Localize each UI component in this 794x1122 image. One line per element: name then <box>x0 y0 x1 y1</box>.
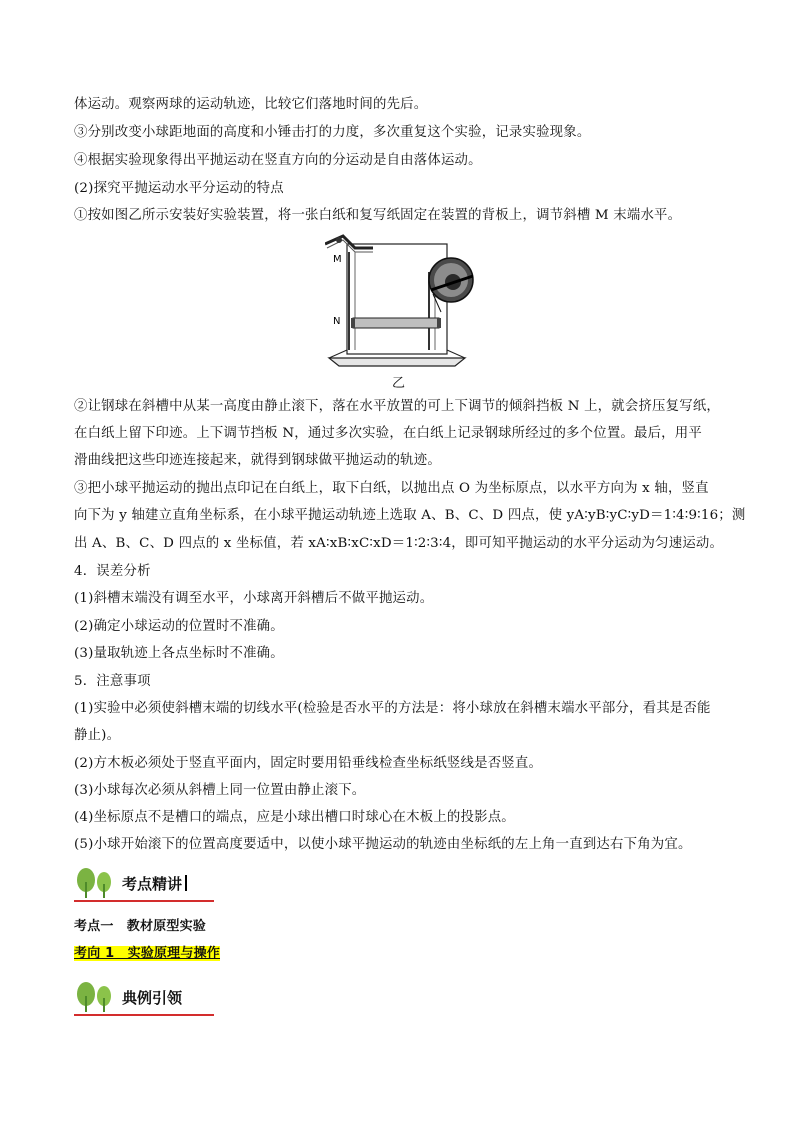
text-line: (1)实验中必须使斜槽末端的切线水平(检验是否水平的方法是：将小球放在斜槽末端水平部分，看其是否能 <box>74 701 711 716</box>
apparatus-diagram <box>325 232 475 372</box>
text-line: (5)小球开始滚下的位置高度要适中，以使小球平抛运动的轨迹由坐标纸的左上角一直到达右下角为宜。 <box>74 837 692 852</box>
section-title: 典例引领 <box>122 988 183 1007</box>
label-n: N <box>333 316 341 327</box>
heading-underline <box>74 900 214 902</box>
text-line: ①按如图乙所示安装好实验装置，将一张白纸和复写纸固定在装置的背板上，调节斜槽 M 末端水平。 <box>74 208 682 223</box>
text-line: (2)方木板必须处于竖直平面内，固定时要用铅垂线检查坐标纸竖线是否竖直。 <box>74 756 543 771</box>
tree-icon <box>74 868 116 898</box>
label-m: M <box>333 254 342 265</box>
text-line: (1)斜槽末端没有调至水平，小球离开斜槽后不做平抛运动。 <box>74 591 434 606</box>
text-line: 滑曲线把这些印迹连接起来，就得到钢球做平抛运动的轨迹。 <box>74 453 441 468</box>
section-title: 考点精讲 <box>122 874 183 893</box>
text-line: 向下为 y 轴建立直角坐标系，在小球平抛运动轨迹上选取 A、B、C、D 四点，使 yA∶yB∶yC∶yD＝1∶4∶9∶16；测 <box>74 508 746 523</box>
back-board <box>347 244 447 354</box>
section-heading: 5．注意事项 <box>74 674 151 689</box>
text-line: ③把小球平抛运动的抛出点印记在白纸上，取下白纸，以抛出点 O 为坐标原点，以水平方向为 x 轴，竖直 <box>74 481 709 496</box>
text-line: 体运动。观察两球的运动轨迹，比较它们落地时间的先后。 <box>74 97 428 112</box>
base-board <box>329 358 465 366</box>
text-line: ③分别改变小球距地面的高度和小锤击打的力度，多次重复这个实验，记录实验现象。 <box>74 125 591 140</box>
text-line: 在白纸上留下印迹。上下调节挡板 N，通过多次实验，在白纸上记录钢球所经过的多个位置。最后，用平 <box>74 426 702 441</box>
text-line: ④根据实验现象得出平抛运动在竖直方向的分运动是自由落体运动。 <box>74 153 482 168</box>
steel-ball <box>336 237 342 243</box>
tree-icon <box>74 982 116 1012</box>
topic-title: 考点一 教材原型实验 <box>74 919 207 934</box>
section-heading: 4．误差分析 <box>74 564 151 579</box>
text-line: ②让钢球在斜槽中从某一高度由静止滚下，落在水平放置的可上下调节的倾斜挡板 N 上，就会挤压复写纸， <box>74 399 720 414</box>
baffle-n <box>353 318 439 328</box>
section-banner-2 <box>74 982 182 1012</box>
text-line: (2)确定小球运动的位置时不准确。 <box>74 619 284 634</box>
text-line: 出 A、B、C、D 四点的 x 坐标值，若 xA∶xB∶xC∶xD＝1∶2∶3∶4，即可知平抛运动的水平分运动为匀速运动。 <box>74 536 724 551</box>
text-cursor <box>185 875 187 891</box>
text-line: 静止)。 <box>74 728 121 743</box>
section-banner-1 <box>74 868 187 898</box>
figure-caption: 乙 <box>392 376 406 391</box>
subtopic-title: 考向 1 实验原理与操作 <box>74 946 220 961</box>
apparatus-figure <box>325 232 475 392</box>
text-line: (3)小球每次必须从斜槽上同一位置由静止滚下。 <box>74 783 366 798</box>
text-line: (4)坐标原点不是槽口的端点，应是小球出槽口时球心在木板上的投影点。 <box>74 810 515 825</box>
text-line: (2)探究平抛运动水平分运动的特点 <box>74 181 284 196</box>
text-line: (3)量取轨迹上各点坐标时不准确。 <box>74 646 284 661</box>
heading-underline <box>74 1014 214 1016</box>
